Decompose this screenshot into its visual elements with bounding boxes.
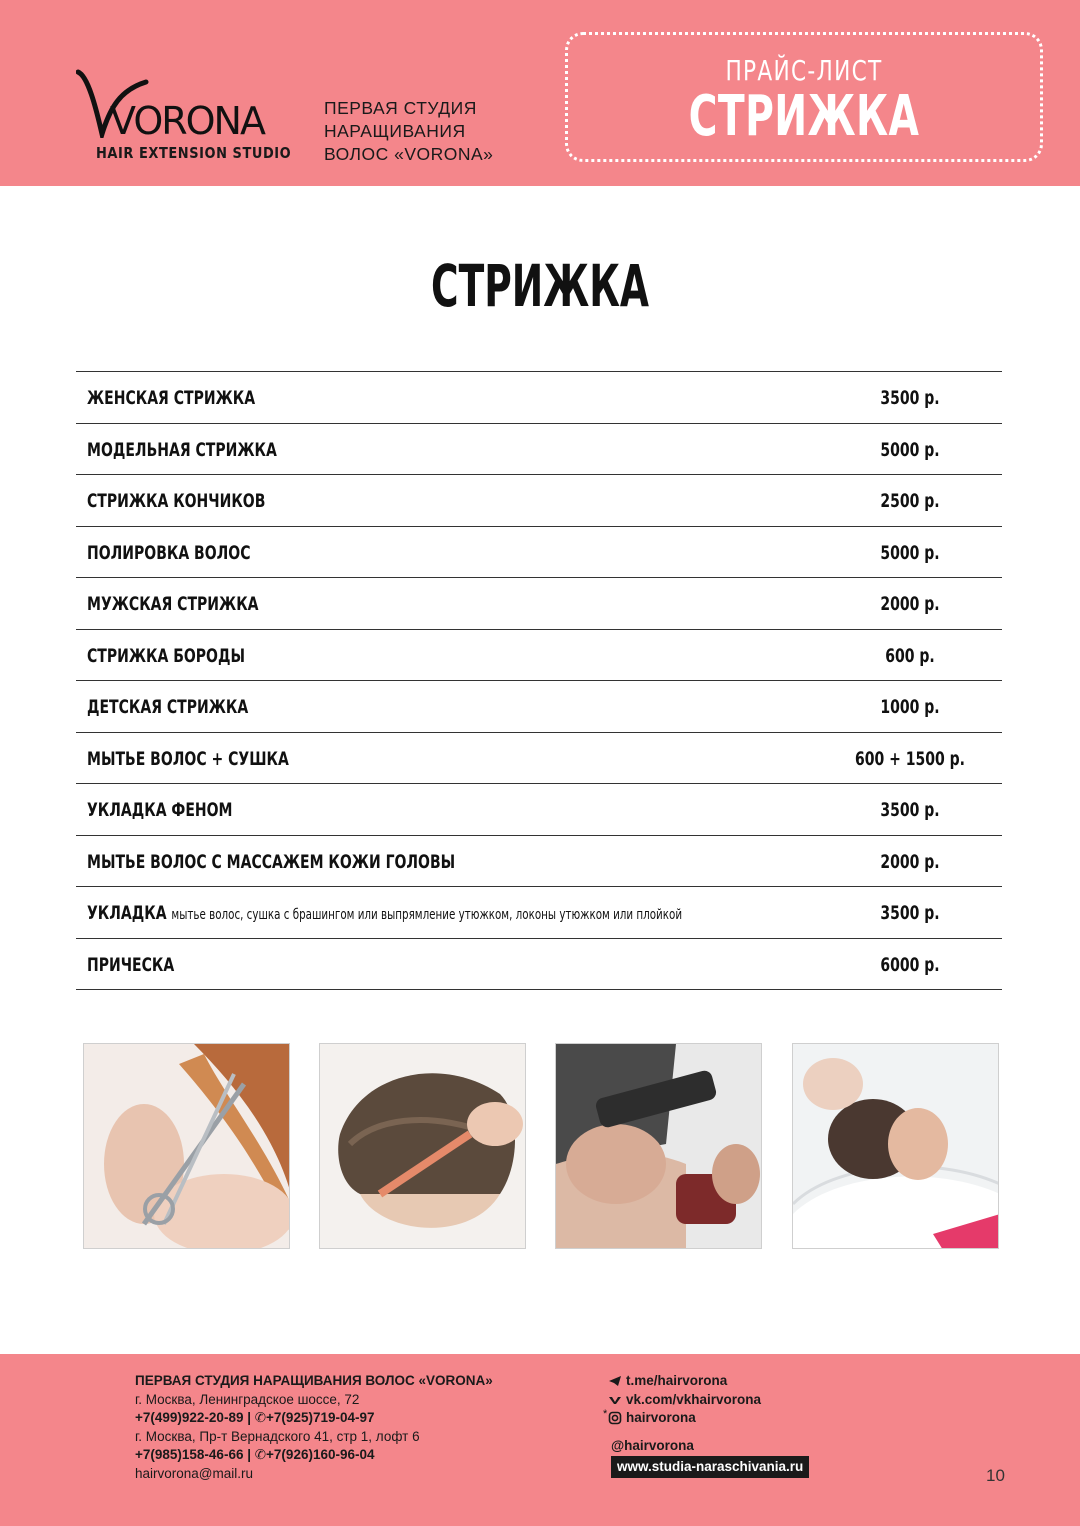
- price-row: [76, 578, 1002, 630]
- vk-link[interactable]: [608, 1391, 761, 1410]
- service-name: МЫТЬЕ ВОЛОС + СУШКА: [87, 747, 289, 770]
- service-price: 600 р.: [885, 644, 935, 667]
- service-price: 2000 р.: [880, 593, 940, 615]
- price-row: [76, 733, 1002, 785]
- footer-phones-1[interactable]: +7(499)922-20-89 | ✆+7(925)719-04-97: [135, 1410, 375, 1425]
- price-row: [76, 939, 1002, 991]
- service-price: 5000 р.: [880, 438, 940, 461]
- price-row: [76, 887, 1002, 939]
- footer-band: [0, 1354, 1080, 1526]
- price-row: [76, 527, 1002, 579]
- service-note: мытье волос, сушка с брашингом или выпрямление утюжком, локоны утюжком или плойкой: [171, 907, 683, 923]
- service-price: 3500 р.: [880, 902, 940, 924]
- price-row: [76, 475, 1002, 527]
- footer-socials: [608, 1372, 761, 1428]
- telegram-link[interactable]: [608, 1372, 761, 1391]
- service-price: 600 + 1500 р.: [854, 747, 966, 770]
- service-name: МЫТЬЕ ВОЛОС С МАССАЖЕМ КОЖИ ГОЛОВЫ: [87, 850, 456, 873]
- price-table: [76, 371, 1002, 990]
- vorona-logo[interactable]: [76, 68, 296, 168]
- price-row: [76, 681, 1002, 733]
- service-name: ПОЛИРОВКА ВОЛОС: [87, 541, 251, 564]
- photo-hair-wash: [792, 1043, 999, 1249]
- photo-clipper-haircut: [555, 1043, 762, 1249]
- badge-caption: ПРАЙС-ЛИСТ: [725, 54, 883, 87]
- service-price: 3500 р.: [880, 387, 940, 409]
- service-name: СТРИЖКА КОНЧИКОВ: [87, 490, 266, 512]
- badge-title: СТРИЖКА: [688, 84, 920, 149]
- instagram-link-text: hairvorona: [626, 1410, 696, 1425]
- service-price: 2000 р.: [880, 850, 940, 873]
- price-row: [76, 424, 1002, 476]
- instagram-link[interactable]: [608, 1409, 761, 1428]
- service-name: ЖЕНСКАЯ СТРИЖКА: [87, 387, 256, 409]
- service-price: 6000 р.: [880, 953, 940, 976]
- service-name: ПРИЧЕСКА: [87, 953, 175, 976]
- service-price: 3500 р.: [880, 799, 940, 821]
- service-name: [87, 901, 682, 927]
- social-handle[interactable]: @hairvorona: [611, 1438, 694, 1453]
- footer-address-2: г. Москва, Пр-т Вернадского 41, стр 1, лофт 6: [135, 1428, 420, 1444]
- footer-email[interactable]: hairvorona@mail.ru: [135, 1465, 253, 1481]
- photo-scissors-cut: [83, 1043, 290, 1249]
- price-row: [76, 372, 1002, 424]
- telegram-link-text: t.me/hairvorona: [626, 1373, 728, 1388]
- service-name: СТРИЖКА БОРОДЫ: [87, 644, 245, 667]
- footer-address-1: г. Москва, Ленинградское шоссе, 72: [135, 1391, 360, 1407]
- header-band: [0, 0, 1080, 186]
- telegram-icon: [608, 1374, 622, 1388]
- price-row: [76, 630, 1002, 682]
- price-row: [76, 836, 1002, 888]
- vk-link-text: vk.com/vkhairvorona: [626, 1391, 762, 1407]
- footer-phones-2[interactable]: +7(985)158-46-66 | ✆+7(926)160-96-04: [135, 1447, 375, 1462]
- service-price: 5000 р.: [880, 541, 940, 564]
- studio-tagline: ПЕРВАЯ СТУДИЯ НАРАЩИВАНИЯ ВОЛОС «VORONA»: [324, 98, 494, 164]
- vorona-logo-mark: [76, 68, 296, 138]
- service-price: 2500 р.: [880, 490, 940, 512]
- service-name: МУЖСКАЯ СТРИЖКА: [87, 593, 259, 615]
- service-name-text: УКЛАДКА: [87, 902, 167, 924]
- footnote-star: *: [603, 1408, 608, 1420]
- service-price: 1000 р.: [880, 696, 940, 718]
- service-name: МОДЕЛЬНАЯ СТРИЖКА: [87, 438, 277, 461]
- instagram-icon: [608, 1411, 622, 1425]
- website-link[interactable]: www.studia-naraschivania.ru: [611, 1456, 809, 1478]
- logo-wordmark: VORONA: [110, 99, 264, 138]
- service-name: ДЕТСКАЯ СТРИЖКА: [87, 696, 249, 718]
- logo-subtitle: HAIR EXTENSION STUDIO: [96, 144, 292, 162]
- vk-icon: [608, 1393, 622, 1407]
- price-list-badge: [565, 32, 1043, 162]
- page-title: СТРИЖКА: [431, 252, 649, 320]
- price-row: [76, 784, 1002, 836]
- footer-studio-name: ПЕРВАЯ СТУДИЯ НАРАЩИВАНИЯ ВОЛОС «VORONA»: [135, 1373, 493, 1388]
- photo-comb-haircut: [319, 1043, 526, 1249]
- service-name: УКЛАДКА ФЕНОМ: [87, 799, 233, 821]
- page-number: 10: [986, 1466, 1005, 1485]
- footer-contacts: [135, 1372, 493, 1483]
